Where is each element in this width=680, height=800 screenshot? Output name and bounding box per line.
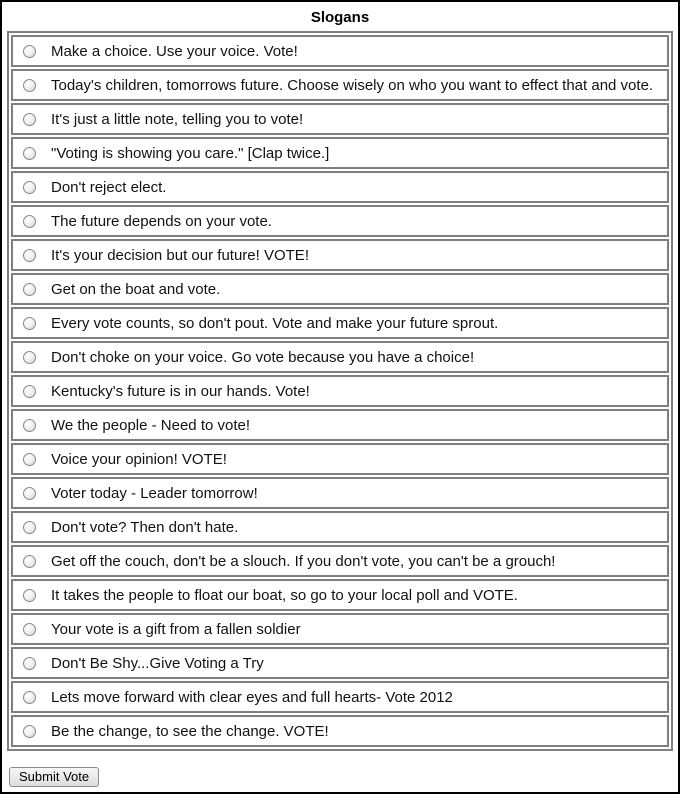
slogan-radio[interactable] [23,385,36,398]
slogan-label: Get off the couch, don't be a slouch. If you don't vote, you can't be a grouch! [51,552,556,570]
slogan-label: We the people - Need to vote! [51,416,251,434]
slogan-radio[interactable] [23,589,36,602]
slogan-options-list [7,31,673,751]
slogan-option-row [11,477,669,509]
slogan-radio[interactable] [23,45,36,58]
slogan-label: It's just a little note, telling you to vote! [51,110,304,128]
slogan-option-row [11,613,669,645]
slogan-option-row [11,35,669,67]
slogan-radio[interactable] [23,147,36,160]
slogan-option-row [11,341,669,373]
vote-form [2,31,678,787]
slogan-label: Don't choke on your voice. Go vote because you have a choice! [51,348,475,366]
slogan-option-row [11,545,669,577]
slogan-radio[interactable] [23,79,36,92]
slogan-radio[interactable] [23,657,36,670]
slogan-radio[interactable] [23,487,36,500]
slogan-radio[interactable] [23,453,36,466]
slogan-option-row [11,681,669,713]
slogan-label: "Voting is showing you care." [Clap twice.] [51,144,330,162]
slogan-option-row [11,137,669,169]
slogan-label: Voice your opinion! VOTE! [51,450,227,468]
slogan-radio[interactable] [23,351,36,364]
slogan-label: Don't Be Shy...Give Voting a Try [51,654,264,672]
slogan-option-row [11,443,669,475]
slogan-option-row [11,69,669,101]
slogan-radio[interactable] [23,623,36,636]
slogan-label: Lets move forward with clear eyes and full hearts- Vote 2012 [51,688,453,706]
slogan-radio[interactable] [23,555,36,568]
slogan-label: Voter today - Leader tomorrow! [51,484,258,502]
slogan-option-row [11,273,669,305]
submit-vote-button[interactable]: Submit Vote [9,767,99,787]
slogan-radio[interactable] [23,521,36,534]
slogan-label: Kentucky's future is in our hands. Vote! [51,382,310,400]
slogan-radio[interactable] [23,283,36,296]
slogan-radio[interactable] [23,215,36,228]
slogan-radio[interactable] [23,725,36,738]
slogan-label: The future depends on your vote. [51,212,272,230]
slogan-label: Make a choice. Use your voice. Vote! [51,42,298,60]
slogan-radio[interactable] [23,249,36,262]
slogan-label: Don't vote? Then don't hate. [51,518,239,536]
slogan-option-row [11,171,669,203]
slogan-radio[interactable] [23,181,36,194]
slogan-option-row [11,375,669,407]
slogan-option-row [11,205,669,237]
slogan-option-row [11,579,669,611]
slogan-radio[interactable] [23,419,36,432]
slogan-option-row [11,647,669,679]
slogan-label: Your vote is a gift from a fallen soldier [51,620,301,638]
submit-row [9,767,678,787]
slogan-radio[interactable] [23,691,36,704]
slogan-label: Be the change, to see the change. VOTE! [51,722,329,740]
slogan-option-row [11,239,669,271]
slogan-label: Don't reject elect. [51,178,167,196]
slogan-option-row [11,307,669,339]
page-title: Slogans [310,9,370,26]
slogan-label: It takes the people to float our boat, so go to your local poll and VOTE. [51,586,518,604]
slogan-option-row [11,511,669,543]
slogan-option-row [11,715,669,747]
slogan-radio[interactable] [23,113,36,126]
slogan-label: It's your decision but our future! VOTE! [51,246,309,264]
slogan-label: Every vote counts, so don't pout. Vote and make your future sprout. [51,314,499,332]
slogan-option-row [11,409,669,441]
slogan-label: Get on the boat and vote. [51,280,221,298]
slogan-option-row [11,103,669,135]
slogan-radio[interactable] [23,317,36,330]
slogan-label: Today's children, tomorrows future. Choose wisely on who you want to effect that and vote. [51,76,654,94]
